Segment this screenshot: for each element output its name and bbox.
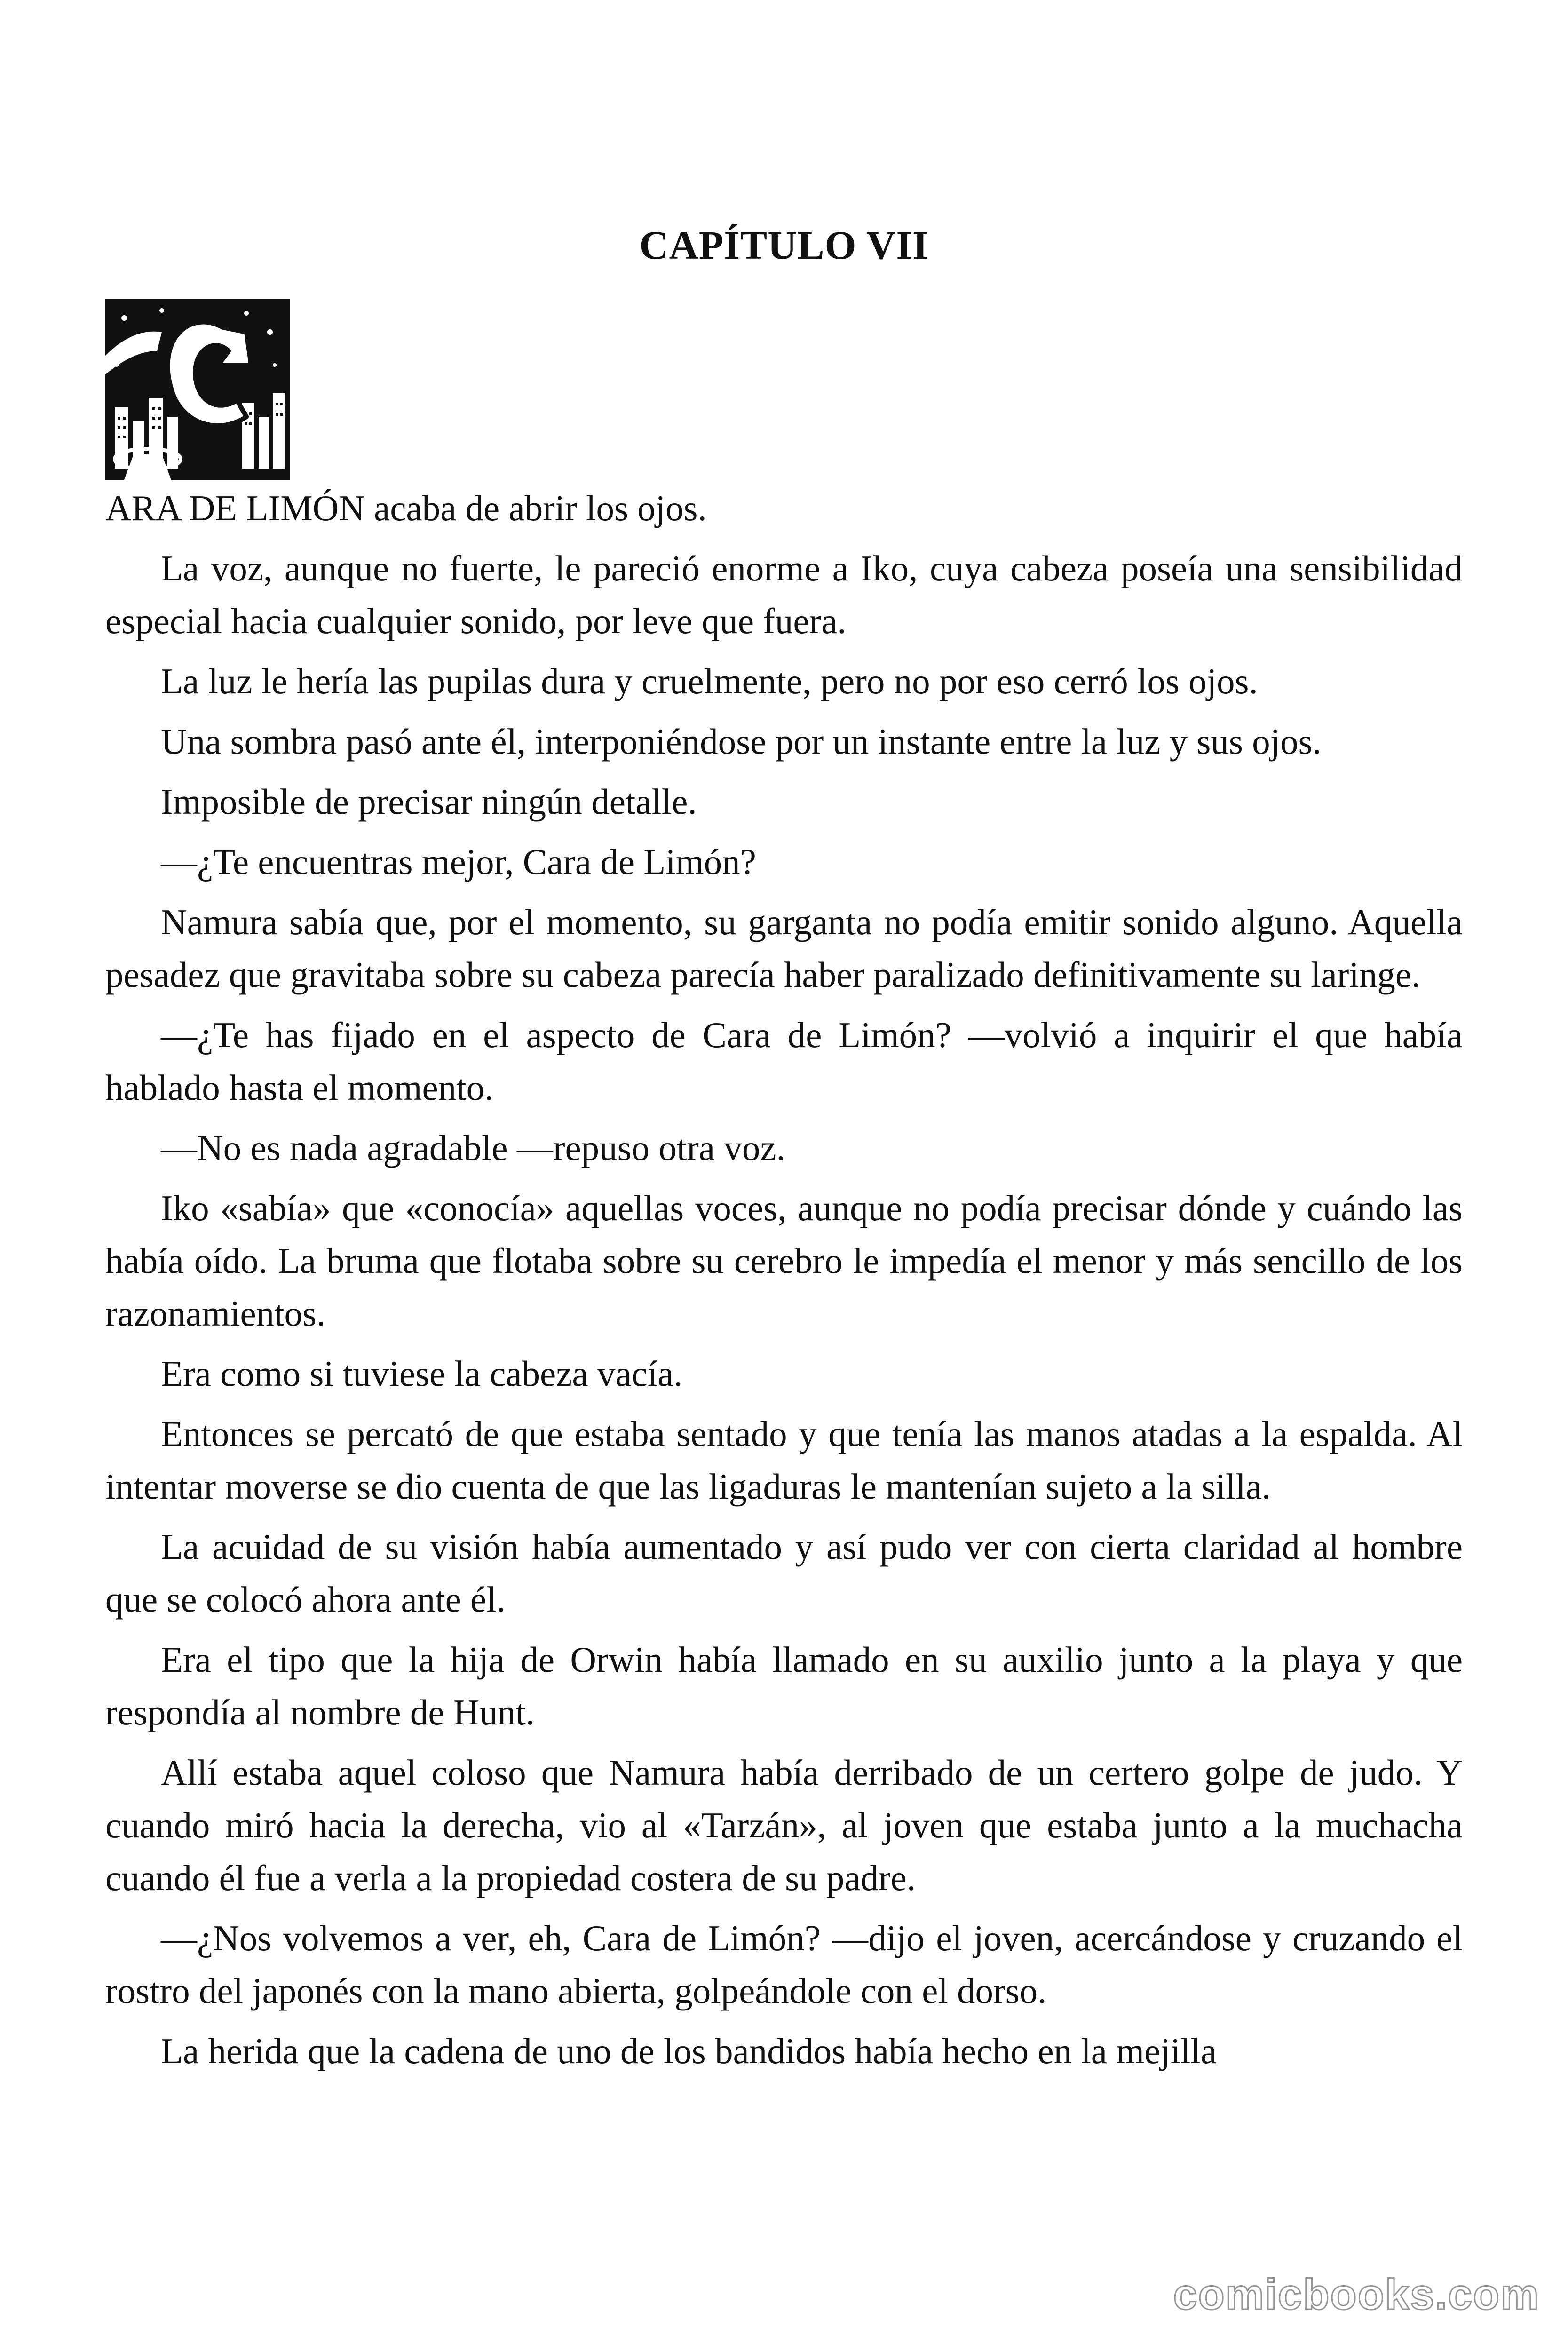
paragraph: —No es nada agradable —repuso otra voz. [161, 1128, 785, 1168]
chapter-body [105, 482, 1463, 2085]
paragraph: —¿Nos volvemos a ver, eh, Cara de Limón? —dijo el joven, acercándose y cruzando el rostro del japonés con la mano abierta, golpeándole con el dorso. [105, 1918, 1463, 2011]
decorative-drop-cap [105, 299, 290, 480]
paragraph: —¿Te encuentras mejor, Cara de Limón? [161, 842, 756, 882]
paragraph: La herida que la cadena de uno de los bandidos había hecho en la mejilla [161, 2031, 1217, 2071]
watermark: comicbooks.com [1173, 2271, 1540, 2319]
paragraph: Era como si tuviese la cabeza vacía. [161, 1353, 683, 1394]
paragraph: ARA DE LIMÓN acaba de abrir los ojos. [105, 488, 707, 528]
paragraph: Imposible de precisar ningún detalle. [161, 781, 697, 822]
chapter-title: CAPÍTULO VII [639, 222, 929, 268]
paragraph: Era el tipo que la hija de Orwin había llamado en su auxilio junto a la playa y que respondía al nombre de Hunt. [105, 1639, 1463, 1732]
paragraph: Iko «sabía» que «conocía» aquellas voces, aunque no podía precisar dónde y cuándo las había oído. La bruma que flotaba sobre su cerebro le impedía el menor y más sencillo de los razonamientos. [105, 1188, 1463, 1334]
paragraph: Entonces se percató de que estaba sentado y que tenía las manos atadas a la espalda. Al intentar moverse se dio cuenta de que las ligaduras le mantenían sujeto a la silla. [105, 1414, 1463, 1507]
paragraph: La luz le hería las pupilas dura y cruelmente, pero no por eso cerró los ojos. [161, 661, 1258, 701]
paragraph: La acuidad de su visión había aumentado y así pudo ver con cierta claridad al hombre que se colocó ahora ante él. [105, 1526, 1463, 1620]
paragraph: Allí estaba aquel coloso que Namura había derribado de un certero golpe de judo. Y cuando miró hacia la derecha, vio al «Tarzán», al joven que estaba junto a la muchacha cuando él fue a verla a la propiedad costera de su padre. [105, 1752, 1463, 1898]
paragraph: —¿Te has fijado en el aspecto de Cara de Limón? —volvió a inquirir el que había hablado hasta el momento. [105, 1015, 1463, 1108]
paragraph: Namura sabía que, por el momento, su garganta no podía emitir sonido alguno. Aquella pesadez que gravitaba sobre su cabeza parecía haber paralizado definitivamente su laringe. [105, 902, 1463, 995]
paragraph: La voz, aunque no fuerte, le pareció enorme a Iko, cuya cabeza poseía una sensibilidad especial hacia cualquier sonido, por leve que fuera. [105, 548, 1463, 641]
paragraph: Una sombra pasó ante él, interponiéndose por un instante entre la luz y sus ojos. [161, 721, 1322, 762]
